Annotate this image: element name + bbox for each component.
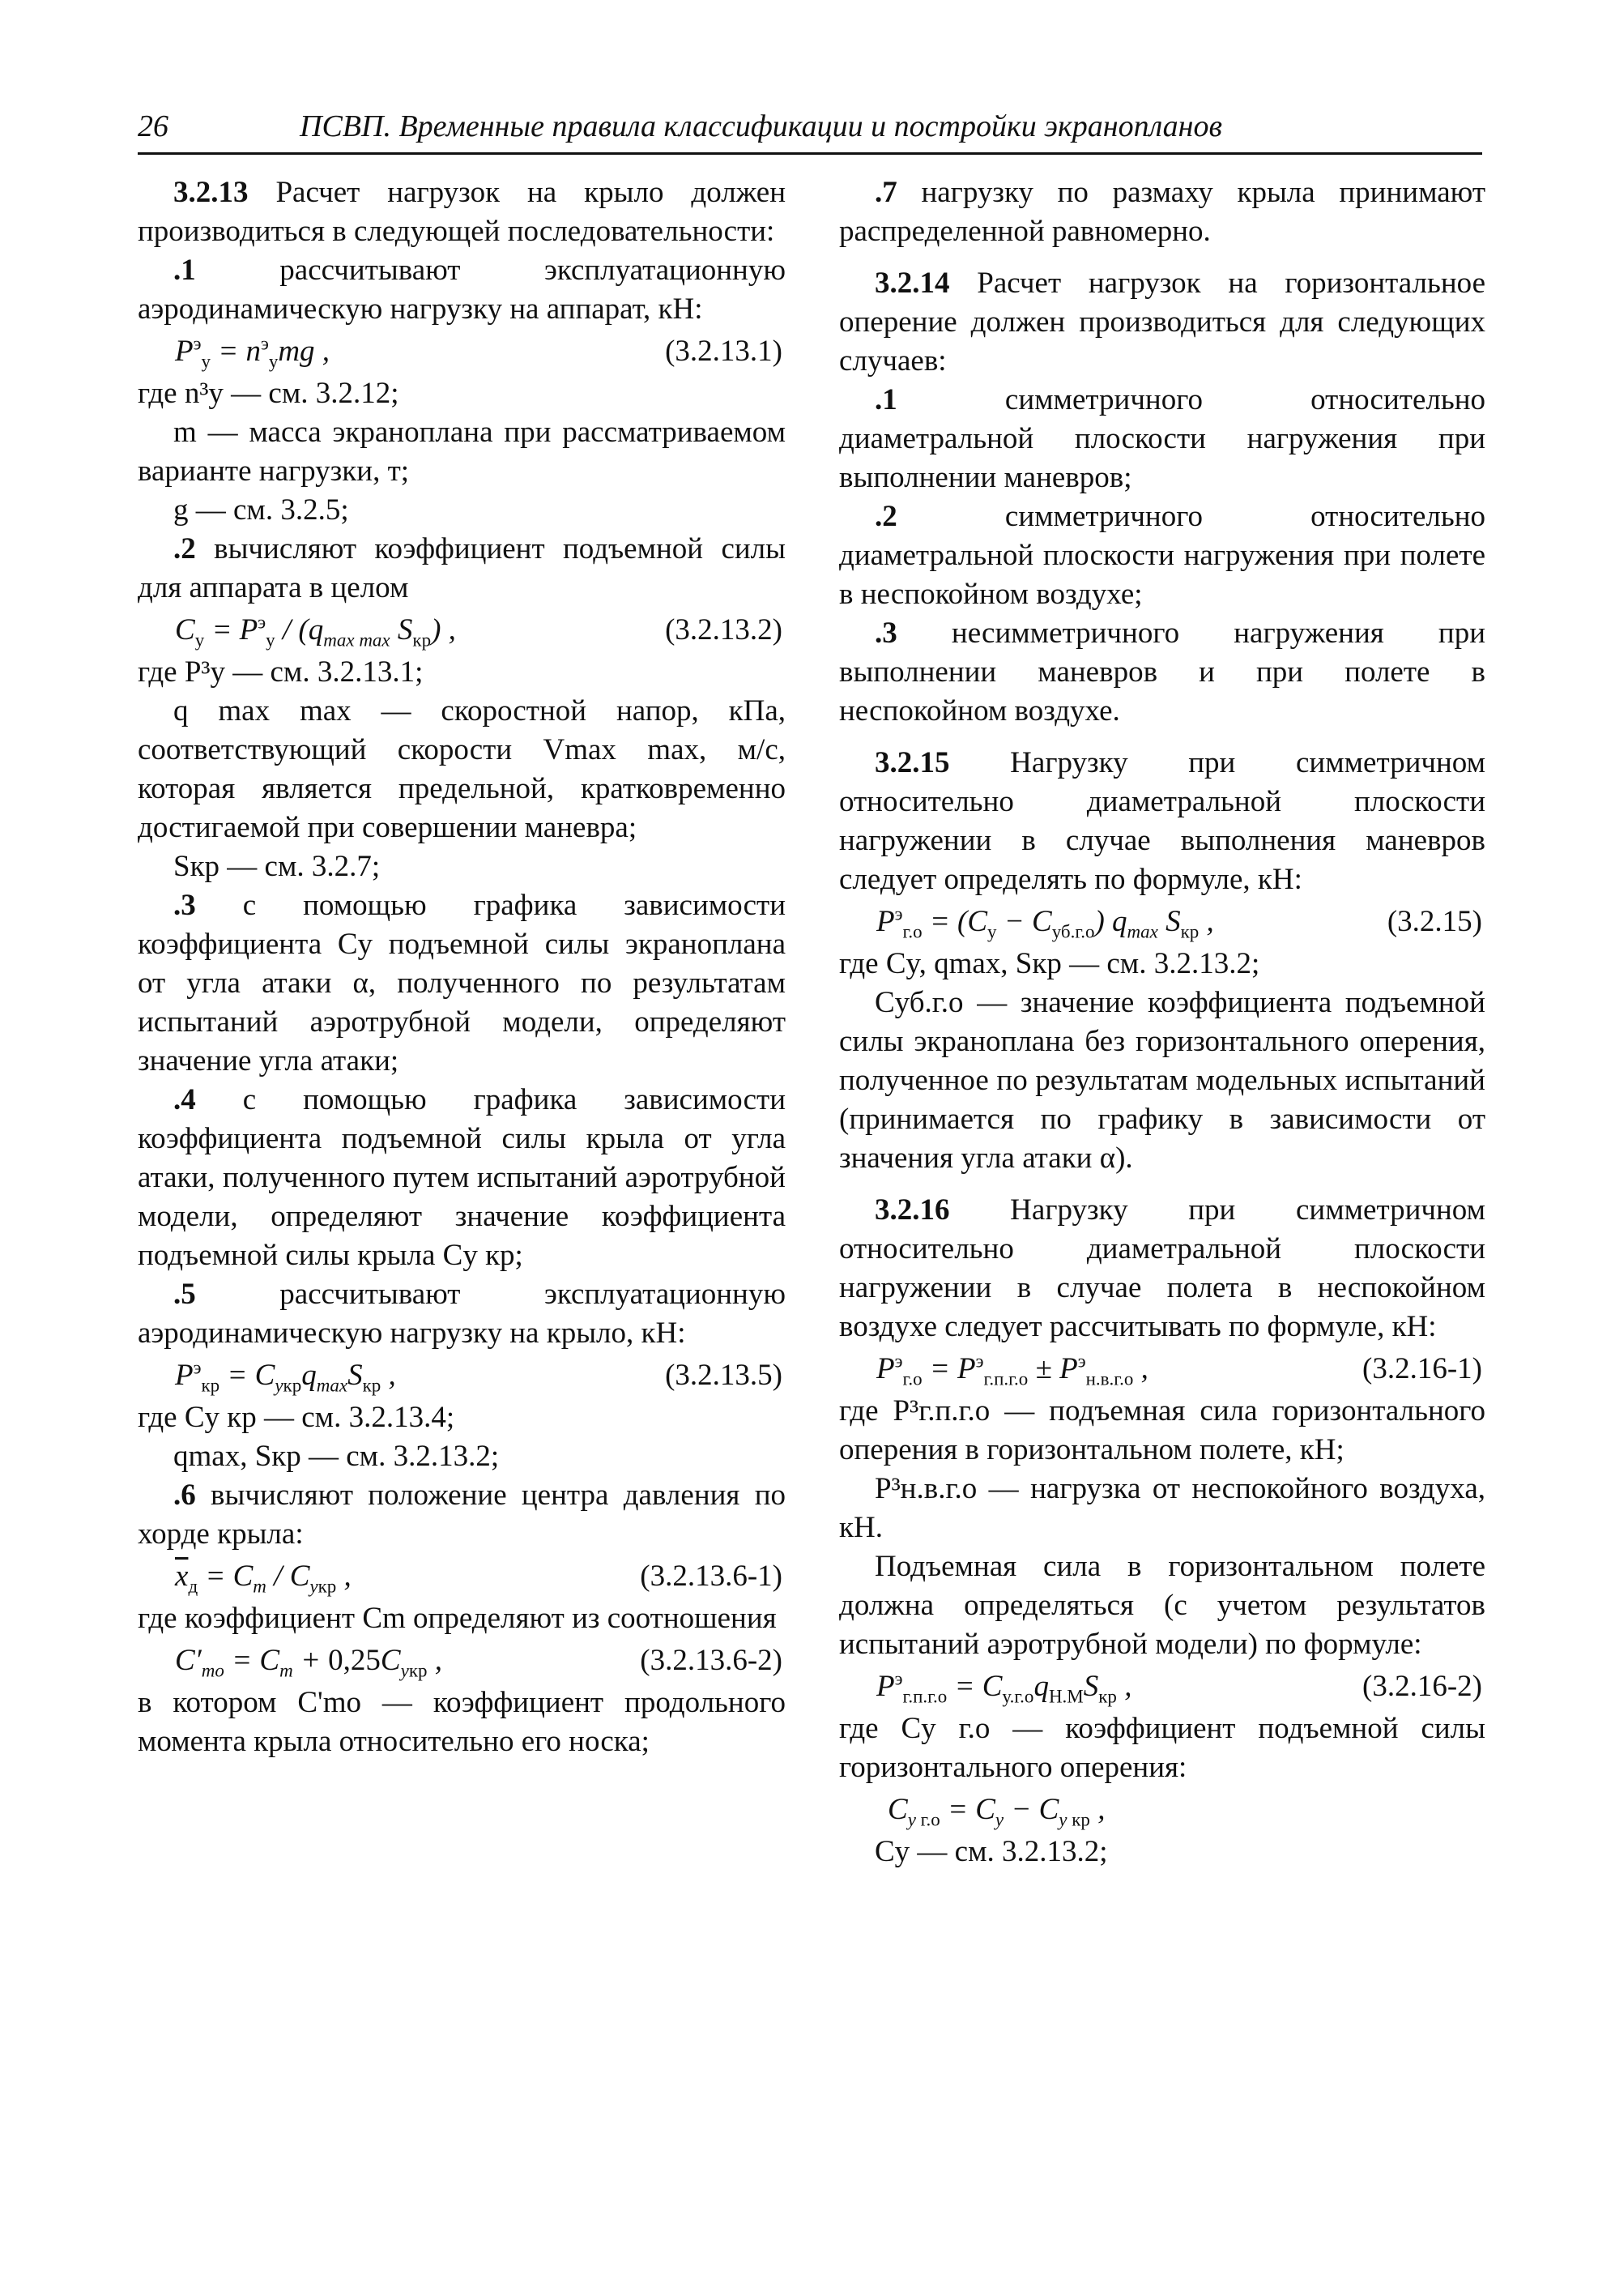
formula-3-2-13-1 bbox=[138, 332, 786, 371]
case-1 bbox=[839, 381, 1485, 497]
formula-number: (3.2.16-1) bbox=[1362, 1352, 1482, 1385]
section-3-2-16 bbox=[839, 1191, 1485, 1346]
item-text: нагрузку по размаху крыла принимают распределенной равномерно. bbox=[839, 176, 1485, 248]
where-g: g — см. 3.2.5; bbox=[173, 493, 349, 527]
formula-3-2-16-2 bbox=[839, 1667, 1485, 1706]
where-cygo: где Cy г.о — коэффициент подъемной силы горизонтального оперения: bbox=[839, 1712, 1485, 1784]
formula-body: $C'_{mo} = C_m + 0,25C_{yкр}$ , bbox=[175, 1644, 442, 1681]
section-3-2-15 bbox=[839, 744, 1485, 899]
item-number: .6 bbox=[173, 1479, 196, 1512]
item-text: рассчитывают эксплуатационную аэродинамическую нагрузку на крыло, кН: bbox=[138, 1278, 786, 1350]
page-number: 26 bbox=[138, 109, 168, 143]
item-number: .3 bbox=[173, 889, 196, 922]
where-pgpgo: где P³г.п.г.о — подъемная сила горизонтального оперения в горизонтальном полете, кН; bbox=[839, 1394, 1485, 1466]
formula-body: $P^э_у = n^э_уmg$ , bbox=[175, 333, 330, 372]
item-2 bbox=[138, 530, 786, 608]
formula-3-2-16-1 bbox=[839, 1350, 1485, 1389]
page-header bbox=[138, 107, 1482, 155]
item-text: вычисляют коэффициент подъемной силы для аппарата в целом bbox=[138, 532, 786, 604]
where-cy: где Cy кр — см. 3.2.13.4; bbox=[138, 1401, 455, 1434]
formula-body: $P^э_{г.о} = (C_у - C_{уб.г.о})$ $q_{max}$ $S_{кр}$ , bbox=[876, 903, 1214, 942]
section-text: Расчет нагрузок на горизонтальное оперение должен производиться для следующих случаев: bbox=[839, 267, 1486, 378]
formula-body: $C_у = P^э_у / (q_{max max}$ $S_{кр}$) , bbox=[175, 612, 456, 651]
item-5 bbox=[138, 1275, 786, 1353]
item-text: несимметричного нагружения при выполнении маневров и при полете в неспокойном воздухе. bbox=[839, 617, 1485, 728]
formula-3-2-13-6-1 bbox=[138, 1557, 786, 1596]
item-4 bbox=[138, 1081, 786, 1275]
item-number: .1 bbox=[875, 383, 897, 416]
item-number: .2 bbox=[875, 500, 897, 533]
paragraph-lift: Подъемная сила в горизонтальном полете должна определяться (с учетом результатов испытаний аэротрубной модели) по формуле: bbox=[839, 1550, 1485, 1661]
formula-3-2-13-2 bbox=[138, 611, 786, 650]
formula-number: (3.2.13.6-2) bbox=[640, 1644, 782, 1677]
case-3 bbox=[839, 614, 1485, 731]
item-number: .7 bbox=[875, 176, 897, 209]
case-2 bbox=[839, 497, 1485, 614]
formula-number: (3.2.13.1) bbox=[665, 335, 782, 368]
section-text: Нагрузку при симметричном относительно диаметральной плоскости нагружении в случае полета в неспокойном воздухе следует рассчитывать по формуле, кН: bbox=[839, 1193, 1486, 1343]
item-text: вычисляют положение центра давления по хорде крыла: bbox=[138, 1479, 786, 1551]
item-text: рассчитывают эксплуатационную аэродинамическую нагрузку на аппарат, кН: bbox=[138, 254, 786, 326]
formula-3-2-15 bbox=[839, 903, 1485, 941]
where-cmo: в котором C'mo — коэффициент продольного момента крыла относительно его носка; bbox=[138, 1686, 786, 1758]
where-n: где n³y — см. 3.2.12; bbox=[138, 377, 399, 410]
section-number: 3.2.15 bbox=[875, 746, 950, 779]
left-column bbox=[138, 173, 786, 1761]
item-1 bbox=[138, 251, 786, 329]
where-cub: Cуб.г.о — значение коэффициента подъемной силы экраноплана без горизонтального оперения, полученное по результатам модельных испытаний (принимается по графику в зависимости от значения угла атаки α). bbox=[839, 986, 1485, 1175]
formula-body: $P^э_{кр} = C_{yкр}q_{max}S_{кр}$ , bbox=[175, 1357, 396, 1396]
where-pnvgo: P³н.в.г.о — нагрузка от неспокойного воздуха, кН. bbox=[839, 1472, 1485, 1544]
item-text: с помощью графика зависимости коэффициента подъемной силы крыла от угла атаки, полученного путем испытаний аэротрубной модели, определяют значение коэффициента подъемной силы крыла Cy кр; bbox=[138, 1083, 786, 1272]
item-number: .2 bbox=[173, 532, 196, 565]
formula-body: $P^э_{г.п.г.о} = C_{у.г.о}q_{Н.М}S_{кр}$ , bbox=[876, 1668, 1132, 1707]
item-text: симметричного относительно диаметральной плоскости нагружения при полете в неспокойном воздухе; bbox=[839, 500, 1486, 611]
item-number: .1 bbox=[173, 254, 196, 287]
item-number: .5 bbox=[173, 1278, 196, 1311]
item-text: с помощью графика зависимости коэффициента Cy подъемной силы экраноплана от угла атаки α, полученного по результатам испытаний аэротрубной модели, определяют значение угла атаки; bbox=[138, 889, 786, 1078]
section-3-2-14 bbox=[839, 264, 1485, 381]
formula-body: $\overline{x}_д = C_m / C_{yкр}$ , bbox=[175, 1560, 352, 1597]
item-number: .3 bbox=[875, 617, 897, 650]
section-number: 3.2.16 bbox=[875, 1193, 950, 1227]
section-text: Расчет нагрузок на крыло должен производиться в следующей последовательности: bbox=[138, 176, 786, 248]
formula-cy-go bbox=[839, 1790, 1485, 1829]
formula-body: $C_{y г.о} = C_y - C_{y кр}$ , bbox=[888, 1793, 1106, 1830]
formula-3-2-13-6-2 bbox=[138, 1641, 786, 1680]
item-text: симметричного относительно диаметральной плоскости нагружения при выполнении маневров; bbox=[839, 383, 1486, 494]
where-p: где P³y — см. 3.2.13.1; bbox=[138, 655, 424, 689]
where-q: q max max — скоростной напор, кПа, соответствующий скорости Vmax max, м/с, которая является предельной, кратковременно достигаемой при совершении маневра; bbox=[138, 694, 786, 844]
item-7 bbox=[839, 173, 1485, 251]
where-qmax: qmax, Sкр — см. 3.2.13.2; bbox=[173, 1440, 500, 1473]
formula-number: (3.2.13.2) bbox=[665, 613, 782, 647]
formula-number: (3.2.15) bbox=[1387, 905, 1482, 938]
where-cy-right: где Cy, qmax, Sкр — см. 3.2.13.2; bbox=[839, 947, 1260, 980]
right-column bbox=[839, 173, 1485, 1871]
where-cm: где коэффициент Cm определяют из соотношения bbox=[138, 1602, 777, 1635]
item-3 bbox=[138, 886, 786, 1081]
formula-number: (3.2.16-2) bbox=[1362, 1670, 1482, 1703]
where-m: m — масса экраноплана при рассматриваемом варианте нагрузки, т; bbox=[138, 416, 786, 488]
item-6 bbox=[138, 1476, 786, 1554]
formula-body: $P^э_{г.о} = P^э_{г.п.г.о} \pm P^э_{н.в.г.о}$ , bbox=[876, 1351, 1148, 1389]
section-number: 3.2.13 bbox=[173, 176, 249, 209]
formula-3-2-13-5 bbox=[138, 1356, 786, 1395]
where-cy-final: Cy — см. 3.2.13.2; bbox=[875, 1835, 1108, 1868]
running-title: ПСВП. Временные правила классификации и постройки экранопланов bbox=[300, 109, 1222, 143]
section-text: Нагрузку при симметричном относительно диаметральной плоскости нагружении в случае выполнения маневров следует определять по формуле, кН: bbox=[839, 746, 1486, 896]
formula-number: (3.2.13.6-1) bbox=[640, 1560, 782, 1593]
section-number: 3.2.14 bbox=[875, 267, 950, 300]
where-s: Sкр — см. 3.2.7; bbox=[173, 850, 381, 883]
section-3-2-13 bbox=[138, 173, 786, 251]
formula-number: (3.2.13.5) bbox=[665, 1359, 782, 1392]
item-number: .4 bbox=[173, 1083, 196, 1116]
